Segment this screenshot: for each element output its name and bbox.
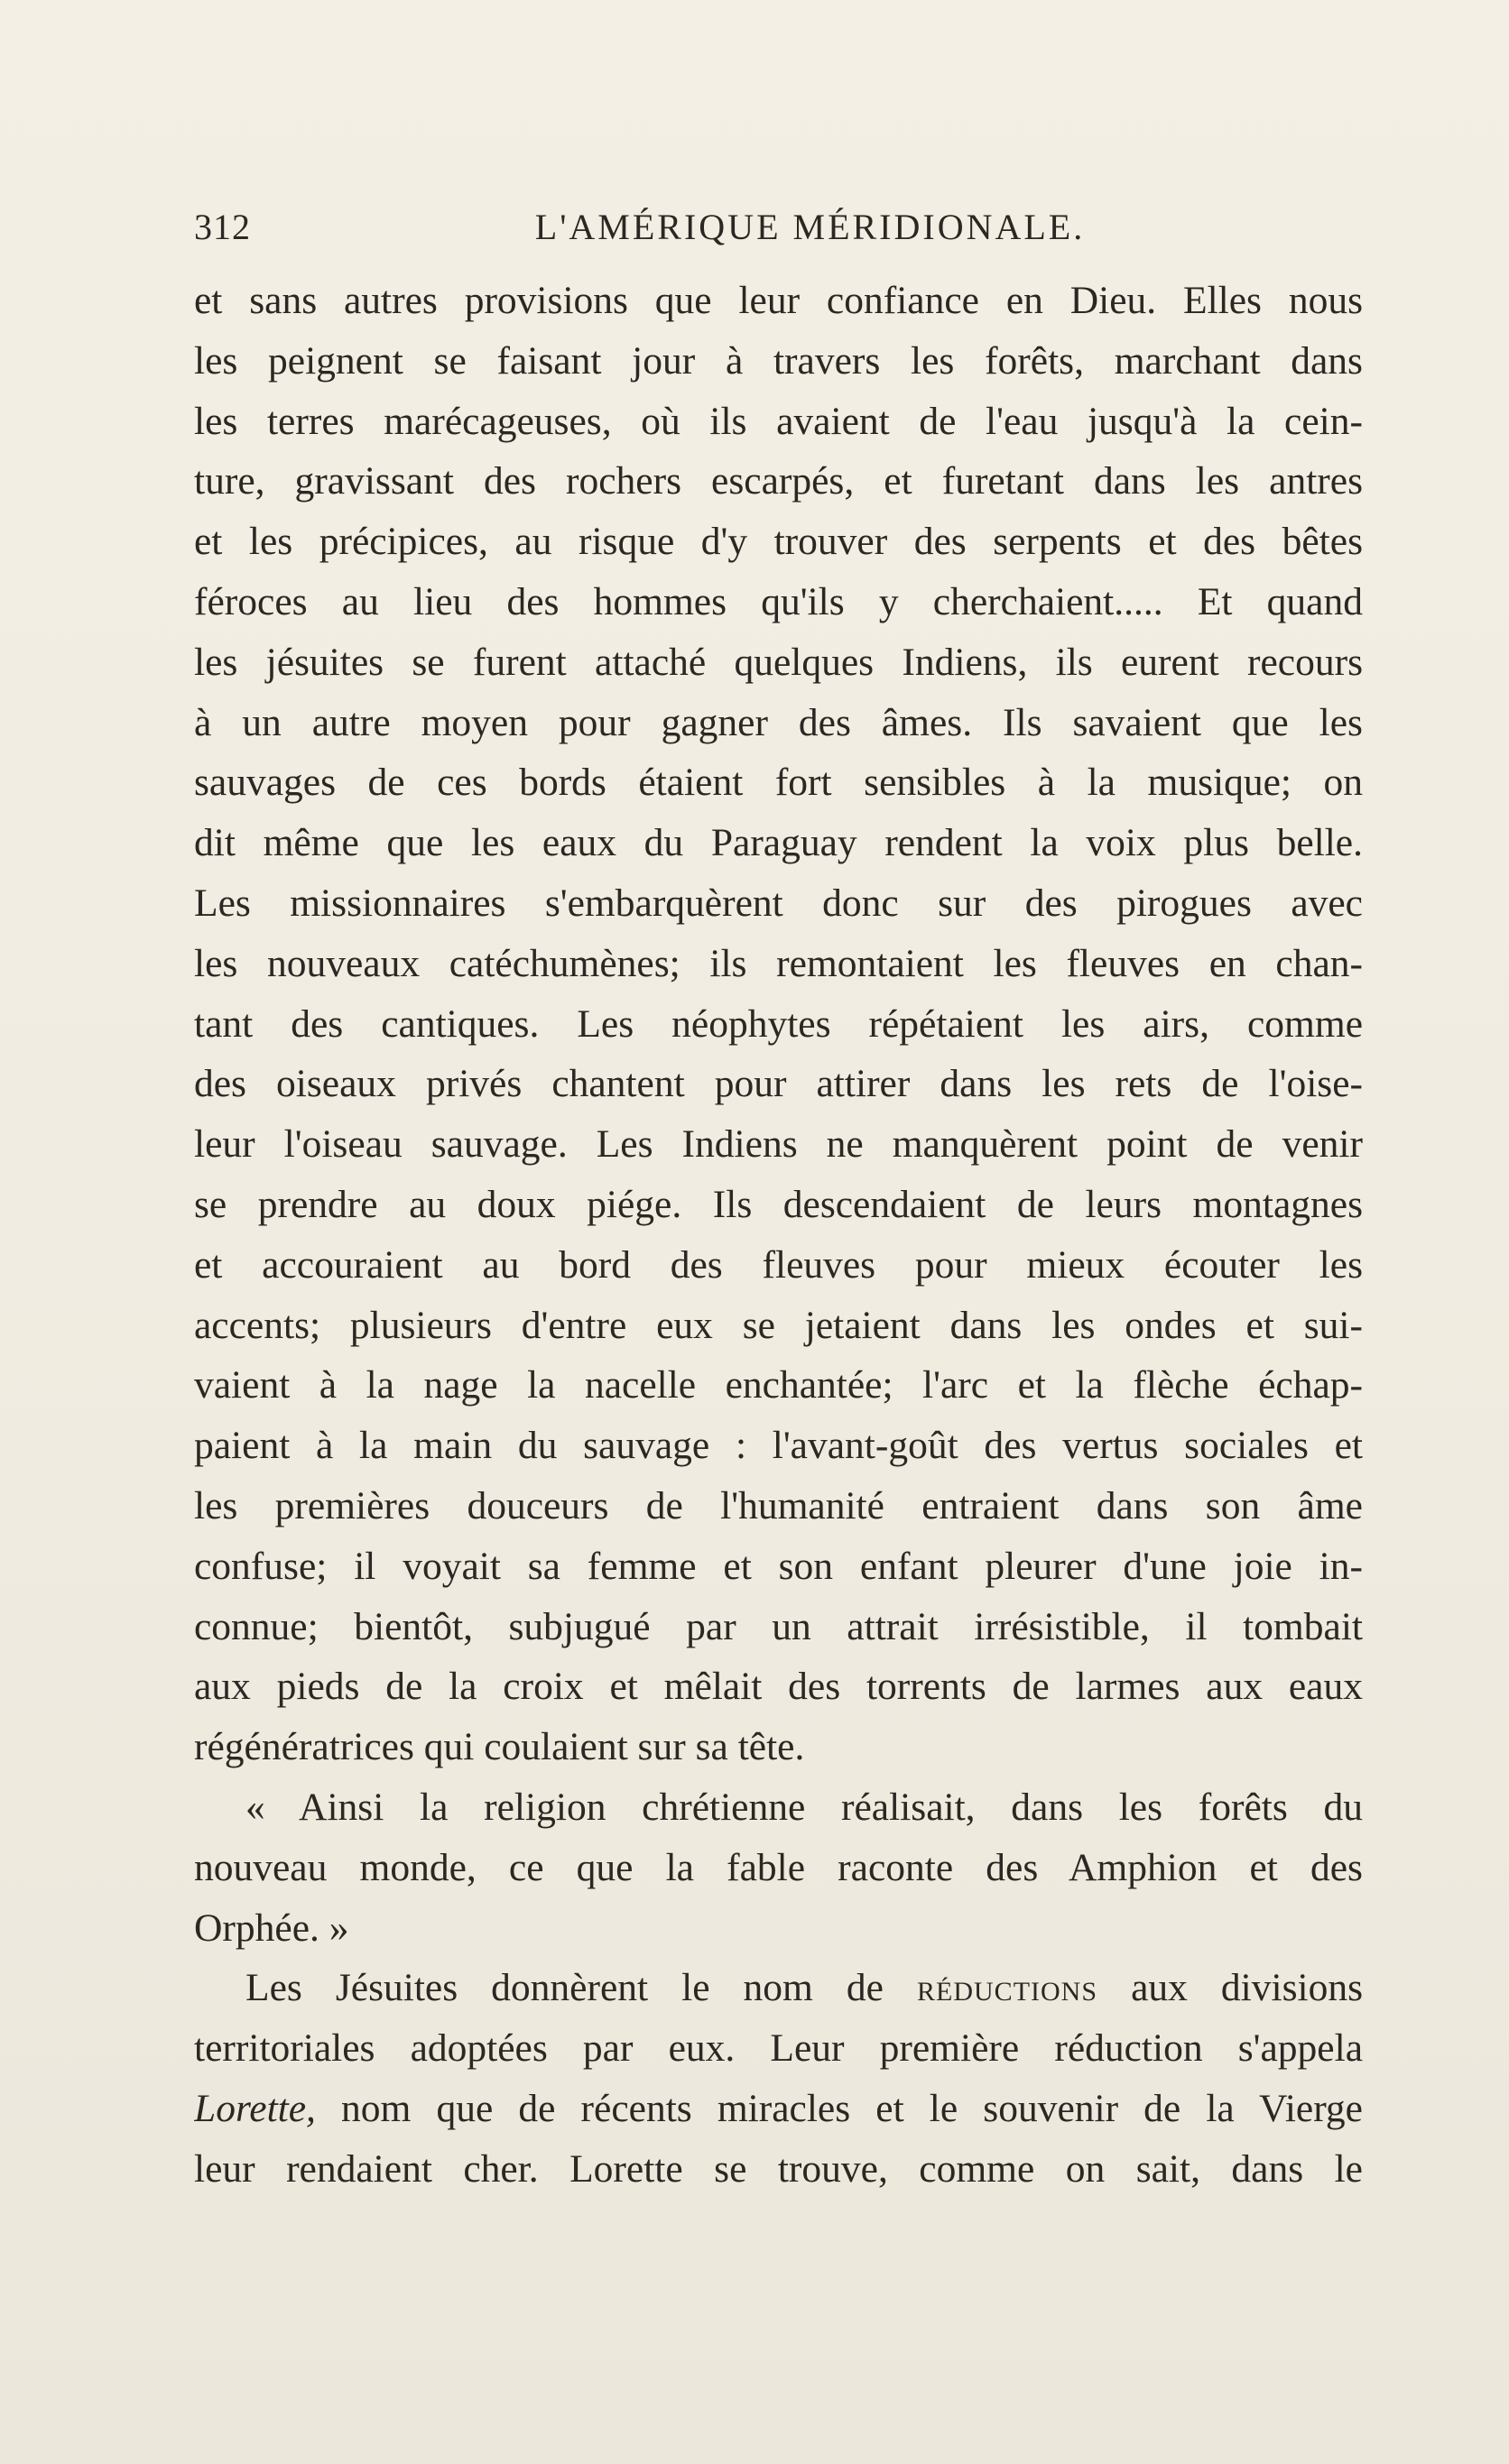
page-header [194,206,1363,256]
text-line: tant des cantiques. Les néophytes répétaient les airs, comme [194,1001,1363,1046]
text-line: les nouveaux catéchumènes; ils remontaient les fleuves en chan- [194,941,1363,985]
text-line: leur rendaient cher. Lorette se trouve, comme on sait, dans le [194,2146,1363,2191]
text-line: territoriales adoptées par eux. Leur première réduction s'appela [194,2026,1363,2071]
text-line: et les précipices, au risque d'y trouver des serpents et des bêtes [194,520,1363,564]
text-line: Les missionnaires s'embarquèrent donc sur des pirogues avec [194,881,1363,925]
text-segment: aux divisions [1131,1966,1363,2010]
text-line: vaient à la nage la nacelle enchantée; l'arc et la flèche échap- [194,1363,1363,1407]
smallcaps-term: réductions [917,1966,1098,2010]
text-line: et accouraient au bord des fleuves pour mieux écouter les [194,1242,1363,1287]
text-line: et sans autres provisions que leur confiance en Dieu. Elles nous [194,279,1363,322]
text-line: les premières douceurs de l'humanité entraient dans son âme [194,1483,1363,1527]
text-line [194,1958,1363,2018]
text-line: se prendre au doux piége. Ils descendaient de leurs montagnes [194,1182,1363,1226]
text-line: les terres marécageuses, où ils avaient de l'eau jusqu'à la cein- [194,399,1363,443]
text-line: accents; plusieurs d'entre eux se jetaient dans les ondes et sui- [194,1303,1363,1347]
text-line [194,2079,1363,2139]
text-line: paient à la main du sauvage : l'avant-goût des vertus sociales et [194,1424,1363,1468]
body-text [194,271,1363,2200]
text-line: des oiseaux privés chantent pour attirer dans les rets de l'oise- [194,1062,1363,1106]
text-line: sauvages de ces bords étaient fort sensibles à la musique; on [194,761,1363,805]
text-line: féroces au lieu des hommes qu'ils y cherchaient..... Et quand [194,579,1363,623]
text-line: à un autre moyen pour gagner des âmes. Ils savaient que les [194,700,1363,744]
italic-term: Lorette, [194,2086,316,2130]
text-line: leur l'oiseau sauvage. Les Indiens ne manquèrent point de venir [194,1122,1363,1167]
text-segment: Les Jésuites donnèrent le nom de [245,1966,884,2010]
text-line: les jésuites se furent attaché quelques Indiens, ils eurent recours [194,640,1363,684]
text-line: ture, gravissant des rochers escarpés, et furetant dans les antres [194,459,1363,503]
text-line: les peignent se faisant jour à travers les forêts, marchant dans [194,338,1363,383]
text-line: dit même que les eaux du Paraguay rendent la voix plus belle. [194,821,1363,865]
text-line: régénératrices qui coulaient sur sa tête. [194,1725,805,1769]
text-line: connue; bientôt, subjugué par un attrait irrésistible, il tombait [194,1604,1363,1648]
text-line: nouveau monde, ce que la fable raconte des Amphion et des [194,1845,1363,1889]
running-title: L'AMÉRIQUE MÉRIDIONALE. [534,207,1086,247]
text-line: Orphée. » [194,1906,349,1950]
text-line: confuse; il voyait sa femme et son enfant pleurer d'une joie in- [194,1544,1363,1588]
text-line: aux pieds de la croix et mêlait des torrents de larmes aux eaux [194,1665,1363,1709]
text-line: « Ainsi la religion chrétienne réalisait, dans les forêts du [245,1785,1363,1829]
page-number: 312 [194,207,251,247]
text-segment: nom que de récents miracles et le souvenir de la Vierge [341,2086,1363,2130]
